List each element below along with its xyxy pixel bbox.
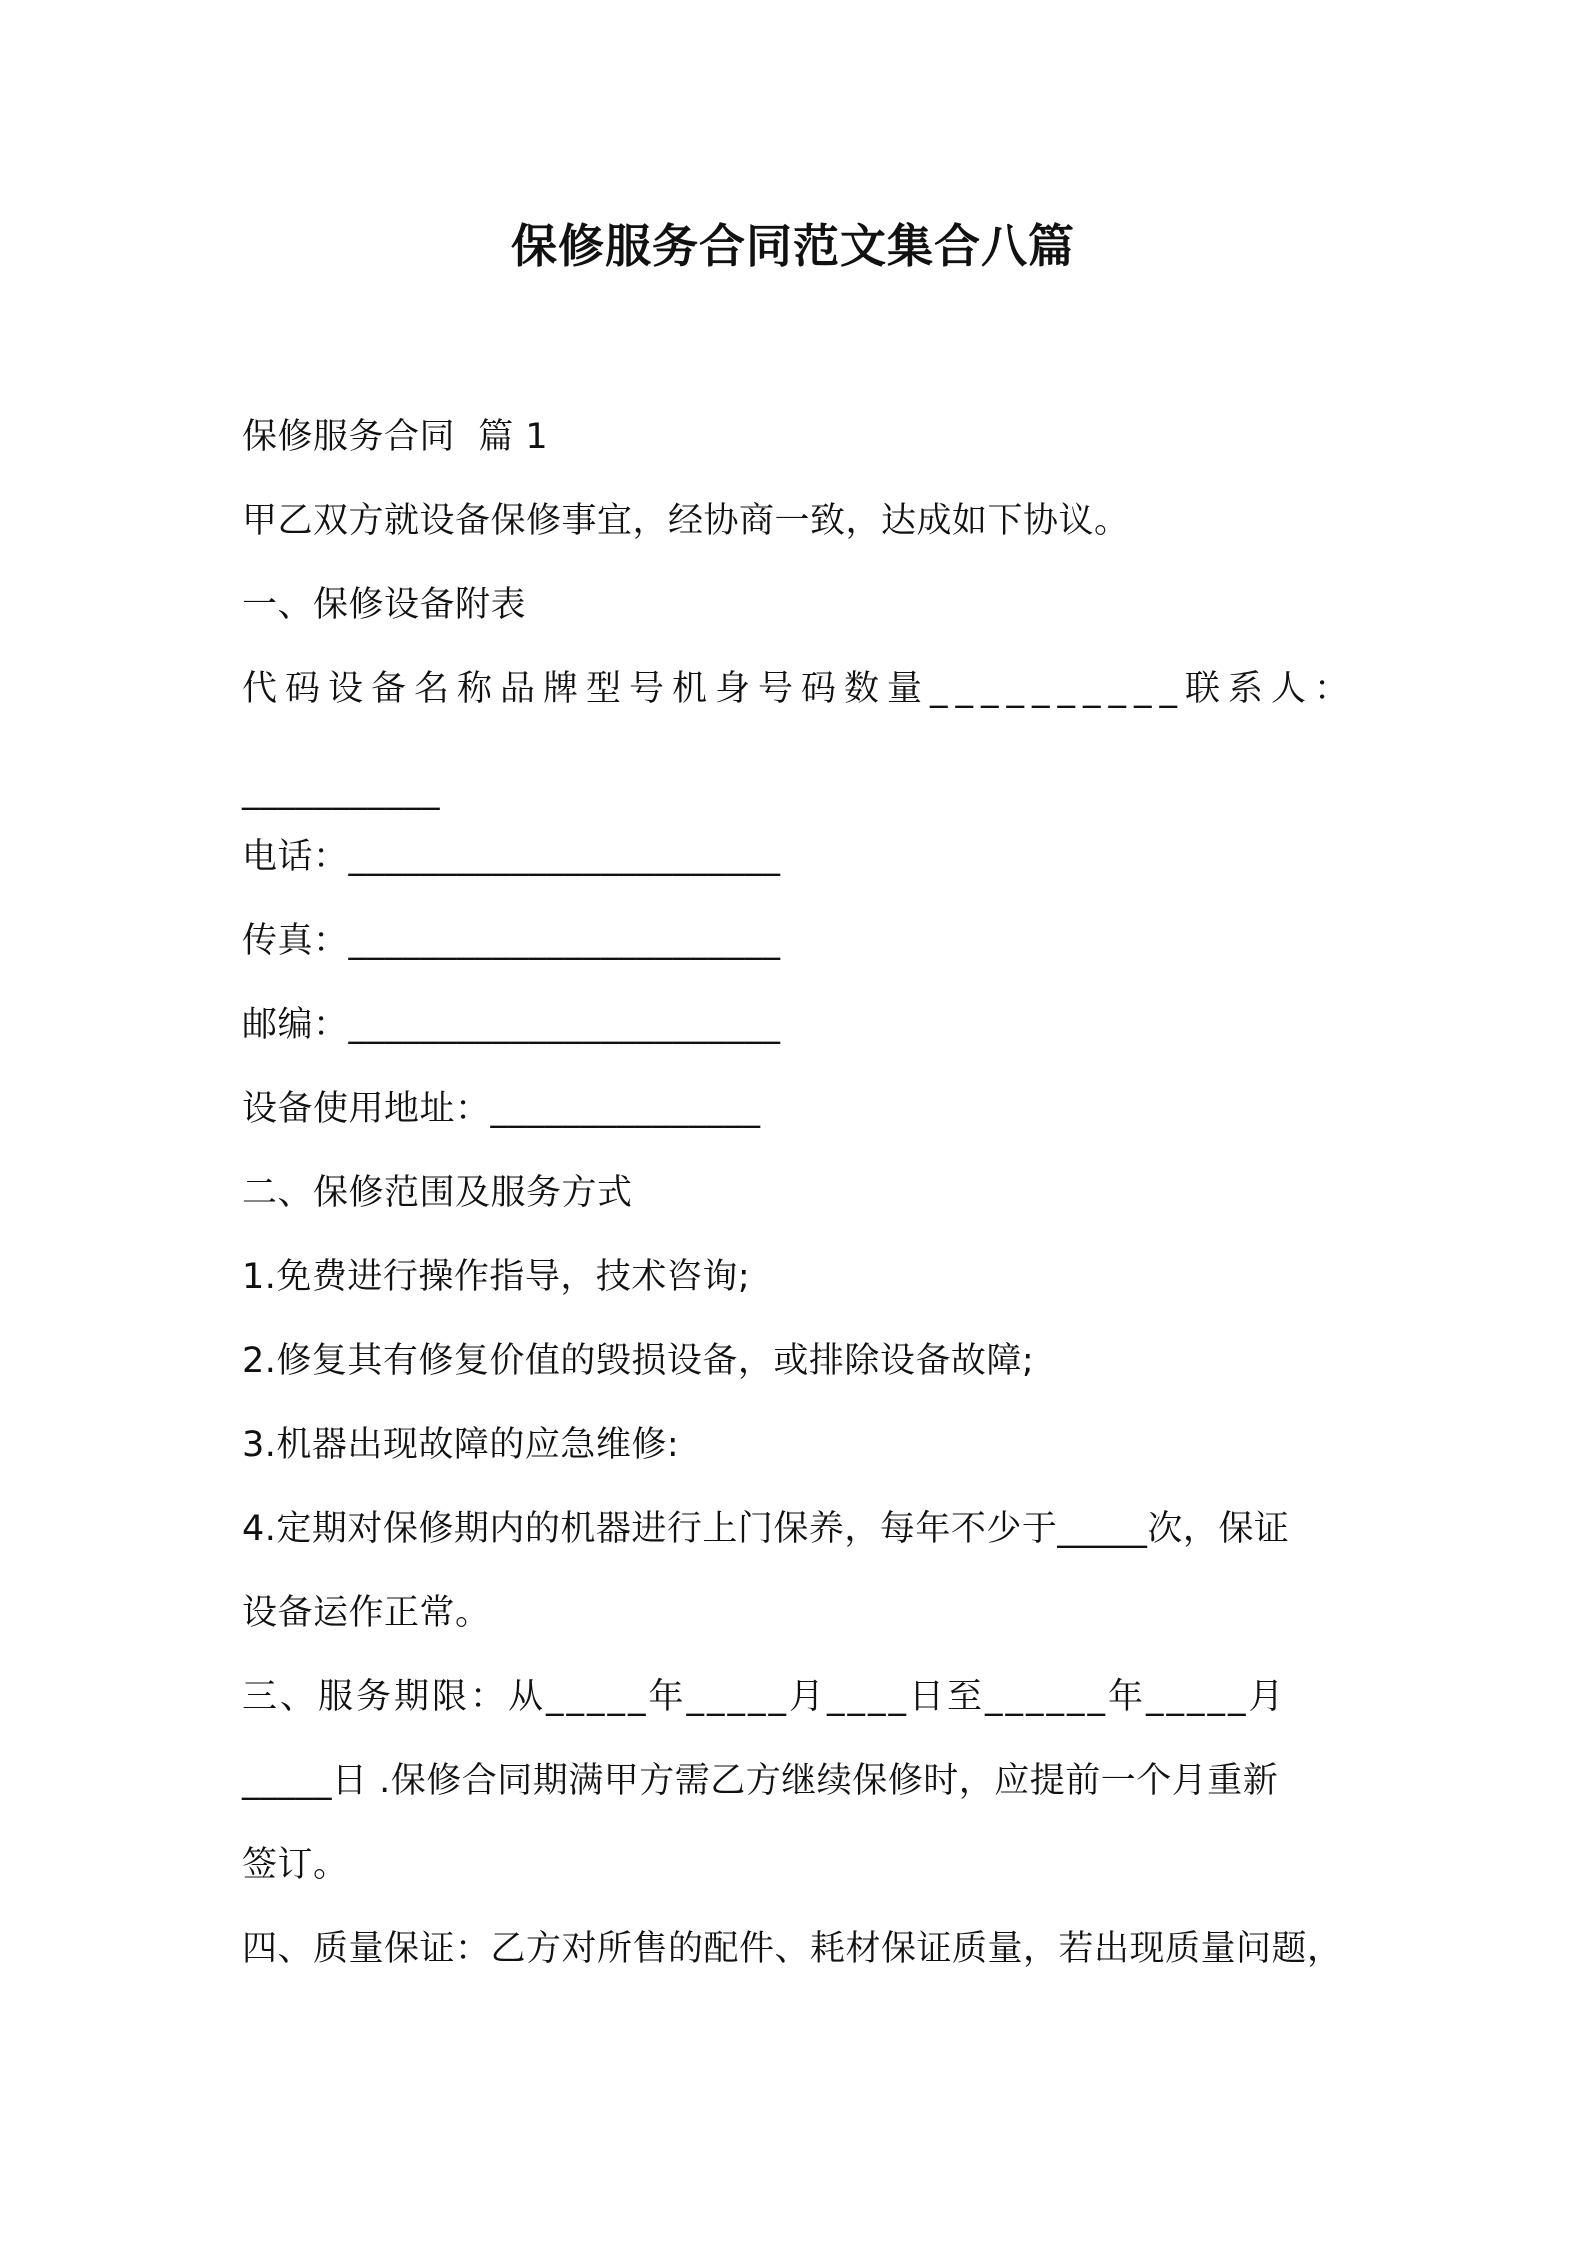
form-field-postcode: 邮编：________________________ xyxy=(242,1005,781,1045)
blank-line: ___________ xyxy=(242,771,440,811)
list-item: 3.机器出现故障的应急维修: xyxy=(242,1425,680,1465)
document-title: 保修服务合同范文集合八篇 xyxy=(511,219,1075,273)
form-field-address: 设备使用地址：_______________ xyxy=(242,1089,761,1129)
section-heading: 保修服务合同 篇 1 xyxy=(242,417,549,457)
paragraph: 代码设备名称品牌型号机身号码数量__________联系人： xyxy=(242,669,1358,709)
clause-heading: 四、质量保证：乙方对所售的配件、耗材保证质量，若出现质量问题， xyxy=(242,1929,1343,1969)
clause-heading: 三、服务期限：从_____年_____月____日至______年_____月 xyxy=(242,1677,1287,1717)
clause-heading: 一、保修设备附表 xyxy=(242,585,527,625)
list-item: 1.免费进行操作指导，技术咨询; xyxy=(242,1257,751,1297)
form-field-fax: 传真：________________________ xyxy=(242,921,781,961)
clause-heading: 二、保修范围及服务方式 xyxy=(242,1173,633,1213)
paragraph: _____日 .保修合同期满甲方需乙方继续保修时，应提前一个月重新 xyxy=(242,1761,1279,1801)
paragraph: 甲乙双方就设备保修事宜，经协商一致，达成如下协议。 xyxy=(242,501,1130,541)
list-item: 4.定期对保修期内的机器进行上门保养，每年不少于_____次，保证 xyxy=(242,1509,1290,1549)
list-item-continuation: 设备运作正常。 xyxy=(242,1593,491,1633)
form-field-phone: 电话：________________________ xyxy=(242,837,781,877)
list-item: 2.修复其有修复价值的毁损设备，或排除设备故障; xyxy=(242,1341,1035,1381)
paragraph: 签订。 xyxy=(242,1845,349,1885)
